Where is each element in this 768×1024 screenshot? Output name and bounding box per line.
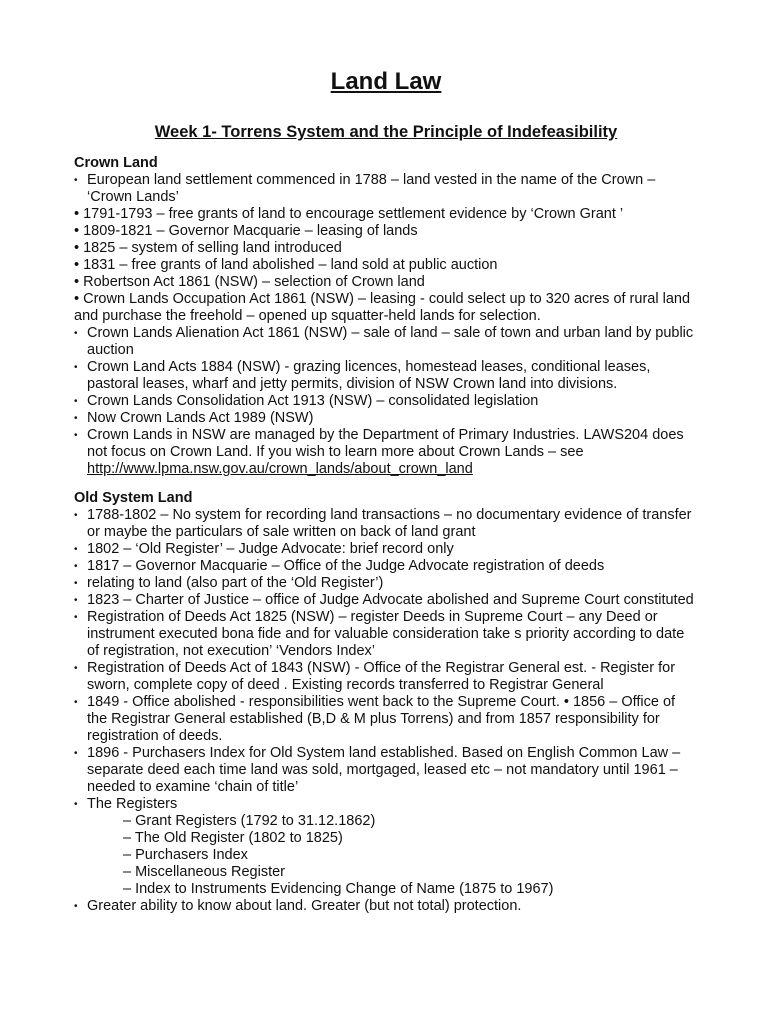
list-item: • Crown Lands Consolidation Act 1913 (NSW) – consolidated legislation bbox=[74, 393, 698, 410]
list-item: • 1802 – ‘Old Register’ – Judge Advocate: brief record only bbox=[74, 541, 698, 558]
list-item: • 1831 – free grants of land abolished – land sold at public auction bbox=[74, 257, 498, 273]
list-item: • Greater ability to know about land. Greater (but not total) protection. bbox=[74, 898, 698, 915]
list-item: • 1809-1821 – Governor Macquarie – leasing of lands bbox=[74, 223, 418, 239]
list-item: • Registration of Deeds Act 1825 (NSW) – register Deeds in Supreme Court – any Deed or instrument executed bona fide and for valuable consideration take s priority according to date of registration, not execution’ ‘Vendors Index’ bbox=[74, 609, 698, 660]
page-title: Land Law bbox=[330, 68, 442, 95]
list-item: • 1849 - Office abolished - responsibilities went back to the Supreme Court. • 1856 – Office of the Registrar General established (B,D & M plus Torrens) and from 1857 responsibility for registration of deeds. bbox=[74, 694, 698, 745]
old-system-final-list bbox=[74, 898, 698, 915]
sub-list-item: – Grant Registers (1792 to 31.12.1862) bbox=[123, 813, 376, 829]
crown-land-heading: Crown Land bbox=[74, 155, 158, 171]
crown-land-section bbox=[74, 155, 698, 478]
list-item: • Registration of Deeds Act of 1843 (NSW) - Office of the Registrar General est. - Register for sworn, complete copy of deed . Existing records transferred to Registrar General bbox=[74, 660, 698, 694]
list-item: • Robertson Act 1861 (NSW) – selection of Crown land bbox=[74, 274, 425, 290]
sub-list-item: – Index to Instruments Evidencing Change of Name (1875 to 1967) bbox=[123, 881, 554, 897]
list-item: • Crown Lands Alienation Act 1861 (NSW) – sale of land – sale of town and urban land by public auction bbox=[74, 325, 698, 359]
list-item-text: Crown Lands in NSW are managed by the Department of Primary Industries. LAWS204 does not focus on Crown Land. If you wish to learn more about Crown Lands – see bbox=[87, 427, 684, 460]
sub-list-item: – Miscellaneous Register bbox=[123, 864, 285, 880]
list-item: • relating to land (also part of the ‘Old Register’) bbox=[74, 575, 698, 592]
list-item: • 1825 – system of selling land introduced bbox=[74, 240, 342, 256]
list-item: • 1817 – Governor Macquarie – Office of the Judge Advocate registration of deeds bbox=[74, 558, 698, 575]
list-item: • 1791-1793 – free grants of land to encourage settlement evidence by ‘Crown Grant ’ bbox=[74, 206, 624, 222]
old-system-list bbox=[74, 507, 698, 813]
list-item: • European land settlement commenced in 1788 – land vested in the name of the Crown – ‘Crown Lands’ bbox=[74, 172, 698, 206]
old-system-section bbox=[74, 490, 698, 915]
old-system-heading: Old System Land bbox=[74, 490, 193, 506]
list-item: • 1896 - Purchasers Index for Old System land established. Based on English Common Law – separate deed each time land was sold, mortgaged, leased etc – not mandatory until 1961 – needed to examine ‘chain of title’ bbox=[74, 745, 698, 796]
list-item: • Crown Lands Occupation Act 1861 (NSW) – leasing - could select up to 320 acres of rural land and purchase the freehold – opened up squatter-held lands for selection. bbox=[74, 291, 691, 324]
list-item: • The Registers bbox=[74, 796, 698, 813]
sub-list-item: – Purchasers Index bbox=[123, 847, 248, 863]
list-item: • Now Crown Lands Act 1989 (NSW) bbox=[74, 410, 698, 427]
list-item: • Crown Land Acts 1884 (NSW) - grazing licences, homestead leases, conditional leases, pastoral leases, wharf and jetty permits, division of NSW Crown land into divisions. bbox=[74, 359, 698, 393]
crown-lands-link[interactable]: http://www.lpma.nsw.gov.au/crown_lands/about_crown_land bbox=[87, 461, 473, 477]
crown-land-list bbox=[74, 172, 698, 478]
list-item: • 1823 – Charter of Justice – office of Judge Advocate abolished and Supreme Court constituted bbox=[74, 592, 698, 609]
list-item: • 1788-1802 – No system for recording land transactions – no documentary evidence of transfer or maybe the particulars of sale written on back of land grant bbox=[74, 507, 698, 541]
list-item-with-link bbox=[74, 427, 698, 478]
sub-list-item: – The Old Register (1802 to 1825) bbox=[123, 830, 343, 846]
week-subtitle: Week 1- Torrens System and the Principle of Indefeasibility bbox=[154, 123, 618, 141]
registers-sublist bbox=[74, 813, 698, 898]
